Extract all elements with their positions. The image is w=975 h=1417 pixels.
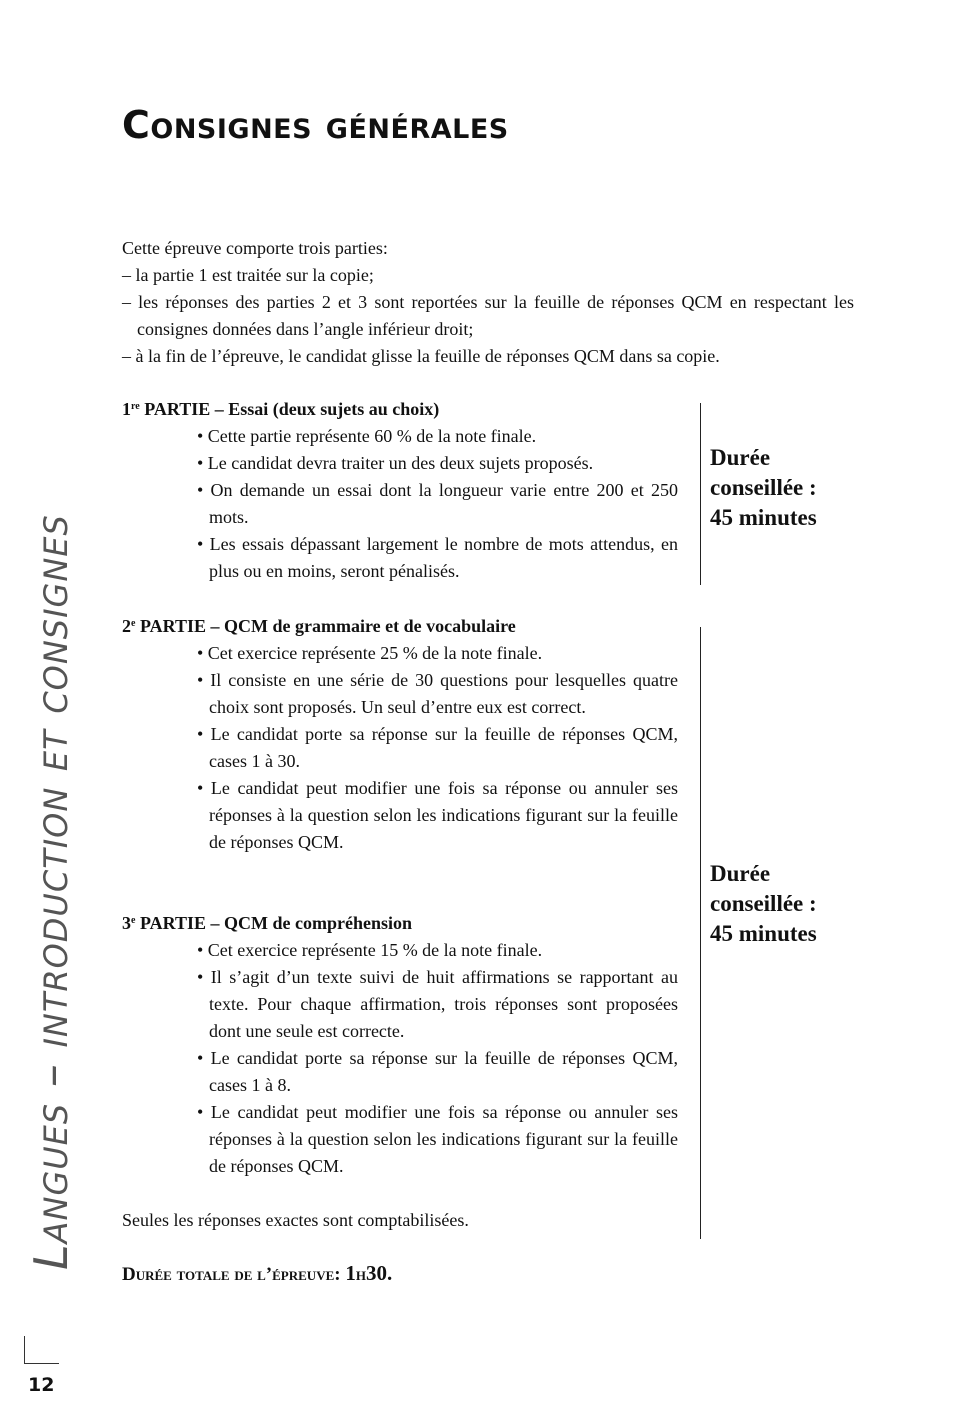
side-section-title: Langues – introduction et consignes (24, 514, 78, 1270)
scoring-note: Seules les réponses exactes sont comptabilisées. (122, 1210, 469, 1230)
part-1-ordinal: re (131, 401, 140, 412)
qcm-duration-box (710, 859, 817, 949)
intro-block (122, 235, 854, 370)
part-1-duration-line-1: Durée (710, 445, 771, 470)
part-2-bullet: • Le candidat porte sa réponse sur la feuille de réponses QCM, cases 1 à 30. (197, 724, 678, 771)
corner-mark-horizontal (24, 1363, 59, 1364)
part-2-number: 2 (122, 616, 131, 636)
total-duration (122, 1261, 392, 1286)
total-duration-minutes: 30. (365, 1261, 393, 1285)
part-1-duration-line-3: 45 minutes (710, 505, 817, 530)
part-2-section (122, 613, 678, 856)
qcm-duration-line-1: Durée (710, 861, 771, 886)
part-3-bullet: • Il s’agit d’un texte suivi de huit affirmations se rapportant au texte. Pour chaque affirmation, trois réponses sont proposées dont une seule est correcte. (197, 967, 678, 1041)
part-1-bullet: • Le candidat devra traiter un des deux sujets proposés. (197, 453, 594, 473)
part-1-divider-line (700, 403, 701, 585)
intro-item-1: – la partie 1 est traitée sur la copie; (122, 265, 374, 285)
qcm-divider-line (700, 627, 701, 1239)
total-duration-hours: 1 (345, 1261, 356, 1285)
part-2-ordinal: e (131, 618, 136, 629)
part-1-duration-box (710, 443, 817, 533)
intro-item-2: – les réponses des parties 2 et 3 sont reportées sur la feuille de réponses QCM en respectant les consignes données dans l’angle inférieur droit; (122, 292, 854, 339)
part-3-bullet: • Le candidat peut modifier une fois sa réponse ou annuler ses réponses à la question selon les indications figurant sur la feuille de réponses QCM. (197, 1102, 678, 1176)
part-2-bullet: • Il consiste en une série de 30 questions pour lesquelles quatre choix sont proposés. Un seul d’entre eux est correct. (197, 670, 678, 717)
part-3-title: PARTIE – QCM de compréhension (135, 913, 412, 933)
part-1-bullet: • Les essais dépassant largement le nombre de mots attendus, en plus ou en moins, seront pénalisés. (197, 534, 678, 581)
total-duration-label: Durée totale de l’épreuve (122, 1264, 335, 1285)
total-duration-unit: h (355, 1264, 366, 1285)
total-duration-separator: : (334, 1264, 346, 1285)
part-2-bullet-list (197, 640, 678, 856)
part-1-title: PARTIE – Essai (deux sujets au choix) (139, 399, 440, 419)
part-3-heading (122, 910, 678, 937)
part-3-bullet: • Le candidat porte sa réponse sur la feuille de réponses QCM, cases 1 à 8. (197, 1048, 678, 1095)
part-1-bullet: • On demande un essai dont la longueur varie entre 200 et 250 mots. (197, 480, 678, 527)
intro-lead: Cette épreuve comporte trois parties: (122, 238, 388, 258)
corner-mark-vertical (24, 1336, 25, 1364)
part-3-bullet-list (197, 937, 678, 1180)
part-1-heading (122, 396, 678, 423)
part-2-bullet: • Cet exercice représente 25 % de la note finale. (197, 643, 543, 663)
part-3-section (122, 910, 678, 1180)
intro-item-3: – à la fin de l’épreuve, le candidat glisse la feuille de réponses QCM dans sa copie. (122, 346, 720, 366)
part-1-duration-line-2: conseillée : (710, 475, 817, 500)
part-1-bullet: • Cette partie représente 60 % de la note finale. (197, 426, 537, 446)
part-3-bullet: • Cet exercice représente 15 % de la note finale. (197, 940, 543, 960)
page-title: Consignes générales (122, 103, 509, 147)
qcm-duration-line-3: 45 minutes (710, 921, 817, 946)
part-3-ordinal: e (131, 915, 136, 926)
part-3-number: 3 (122, 913, 131, 933)
part-1-bullet-list (197, 423, 678, 585)
part-2-bullet: • Le candidat peut modifier une fois sa réponse ou annuler ses réponses à la question selon les indications figurant sur la feuille de réponses QCM. (197, 778, 678, 852)
part-2-heading (122, 613, 678, 640)
part-2-title: PARTIE – QCM de grammaire et de vocabulaire (135, 616, 516, 636)
part-1-section (122, 396, 678, 585)
part-1-number: 1 (122, 399, 131, 419)
qcm-duration-line-2: conseillée : (710, 891, 817, 916)
page-number: 12 (28, 1374, 55, 1396)
